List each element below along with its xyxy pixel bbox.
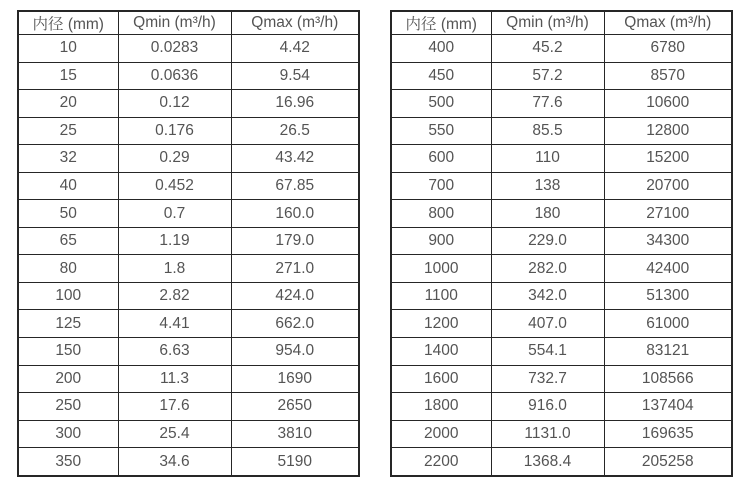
table-cell: 0.0636 [118,62,231,90]
table-cell: 34300 [604,227,732,255]
table-cell: 180 [491,200,604,228]
table-cell: 20 [18,90,118,118]
table-cell: 45.2 [491,35,604,63]
table-row [18,35,359,63]
table-cell: 10 [18,35,118,63]
table-cell: 1400 [391,338,491,366]
table-cell: 0.452 [118,172,231,200]
table-cell: 2650 [231,393,359,421]
table-cell: 110 [491,145,604,173]
table-row [391,448,732,476]
table-row [18,310,359,338]
table-cell: 4.41 [118,310,231,338]
table-row [18,117,359,145]
table-row [18,365,359,393]
table-cell: 8570 [604,62,732,90]
table-cell: 1690 [231,365,359,393]
table-cell: 85.5 [491,117,604,145]
table-cell: 42400 [604,255,732,283]
table-cell: 9.54 [231,62,359,90]
table-body [391,35,732,477]
column-header-diameter: 内径 (mm) [391,11,491,35]
table-cell: 0.176 [118,117,231,145]
table-row [18,282,359,310]
table-cell: 1000 [391,255,491,283]
table-row [18,448,359,476]
table-cell: 424.0 [231,282,359,310]
table-row [18,172,359,200]
table-row [391,62,732,90]
table-cell: 1.8 [118,255,231,283]
table-cell: 229.0 [491,227,604,255]
table-cell: 83121 [604,338,732,366]
table-cell: 1800 [391,393,491,421]
table-cell: 2.82 [118,282,231,310]
table-cell: 100 [18,282,118,310]
table-cell: 20700 [604,172,732,200]
table-row [18,393,359,421]
table-header-row [391,11,732,35]
table-row [391,282,732,310]
table-cell: 51300 [604,282,732,310]
table-cell: 6.63 [118,338,231,366]
table-row [18,145,359,173]
table-cell: 550 [391,117,491,145]
table-cell: 40 [18,172,118,200]
table-cell: 138 [491,172,604,200]
table-cell: 169635 [604,420,732,448]
table-cell: 450 [391,62,491,90]
table-cell: 108566 [604,365,732,393]
table-cell: 25.4 [118,420,231,448]
table-cell: 25 [18,117,118,145]
table-row [391,255,732,283]
table-cell: 26.5 [231,117,359,145]
table-cell: 350 [18,448,118,476]
table-cell: 67.85 [231,172,359,200]
table-cell: 137404 [604,393,732,421]
table-cell: 0.29 [118,145,231,173]
flow-rate-table-large-diameters [390,10,733,477]
table-row [18,338,359,366]
table-cell: 200 [18,365,118,393]
table-cell: 1368.4 [491,448,604,476]
table-cell: 77.6 [491,90,604,118]
table-cell: 34.6 [118,448,231,476]
table-cell: 15200 [604,145,732,173]
table-cell: 554.1 [491,338,604,366]
table-cell: 0.7 [118,200,231,228]
table-cell: 400 [391,35,491,63]
table-header-row [18,11,359,35]
column-header-qmin: Qmin (m³/h) [118,11,231,35]
table-row [391,365,732,393]
table-cell: 3810 [231,420,359,448]
table-cell: 80 [18,255,118,283]
table-cell: 900 [391,227,491,255]
table-cell: 954.0 [231,338,359,366]
table-cell: 11.3 [118,365,231,393]
table-row [18,420,359,448]
table-cell: 2000 [391,420,491,448]
table-cell: 43.42 [231,145,359,173]
column-header-diameter: 内径 (mm) [18,11,118,35]
table-cell: 27100 [604,200,732,228]
table-cell: 1131.0 [491,420,604,448]
table-cell: 10600 [604,90,732,118]
table-row [18,90,359,118]
table-row [391,145,732,173]
table-cell: 662.0 [231,310,359,338]
table-cell: 1600 [391,365,491,393]
table-cell: 1100 [391,282,491,310]
table-cell: 800 [391,200,491,228]
table-cell: 1.19 [118,227,231,255]
table-cell: 61000 [604,310,732,338]
table-row [391,420,732,448]
table-row [391,338,732,366]
table-cell: 160.0 [231,200,359,228]
table-row [391,35,732,63]
table-cell: 57.2 [491,62,604,90]
table-cell: 125 [18,310,118,338]
table-cell: 205258 [604,448,732,476]
column-header-qmax: Qmax (m³/h) [604,11,732,35]
table-cell: 4.42 [231,35,359,63]
table-cell: 282.0 [491,255,604,283]
table-cell: 300 [18,420,118,448]
table-cell: 916.0 [491,393,604,421]
table-cell: 179.0 [231,227,359,255]
table-row [18,200,359,228]
table-row [391,393,732,421]
table-cell: 6780 [604,35,732,63]
table-cell: 65 [18,227,118,255]
table-cell: 732.7 [491,365,604,393]
table-row [391,90,732,118]
table-cell: 32 [18,145,118,173]
table-row [391,200,732,228]
column-header-qmin: Qmin (m³/h) [491,11,604,35]
table-row [391,227,732,255]
table-cell: 17.6 [118,393,231,421]
table-cell: 5190 [231,448,359,476]
table-cell: 150 [18,338,118,366]
table-row [18,62,359,90]
table-cell: 15 [18,62,118,90]
table-cell: 700 [391,172,491,200]
table-cell: 1200 [391,310,491,338]
column-header-qmax: Qmax (m³/h) [231,11,359,35]
table-cell: 16.96 [231,90,359,118]
table-cell: 500 [391,90,491,118]
table-cell: 407.0 [491,310,604,338]
table-cell: 600 [391,145,491,173]
table-cell: 12800 [604,117,732,145]
table-row [391,172,732,200]
table-row [391,117,732,145]
table-cell: 271.0 [231,255,359,283]
table-cell: 2200 [391,448,491,476]
table-row [18,255,359,283]
table-cell: 342.0 [491,282,604,310]
flow-rate-table-small-diameters [17,10,360,477]
table-row [391,310,732,338]
table-cell: 250 [18,393,118,421]
table-cell: 0.0283 [118,35,231,63]
table-cell: 0.12 [118,90,231,118]
table-cell: 50 [18,200,118,228]
table-row [18,227,359,255]
table-body [18,35,359,477]
